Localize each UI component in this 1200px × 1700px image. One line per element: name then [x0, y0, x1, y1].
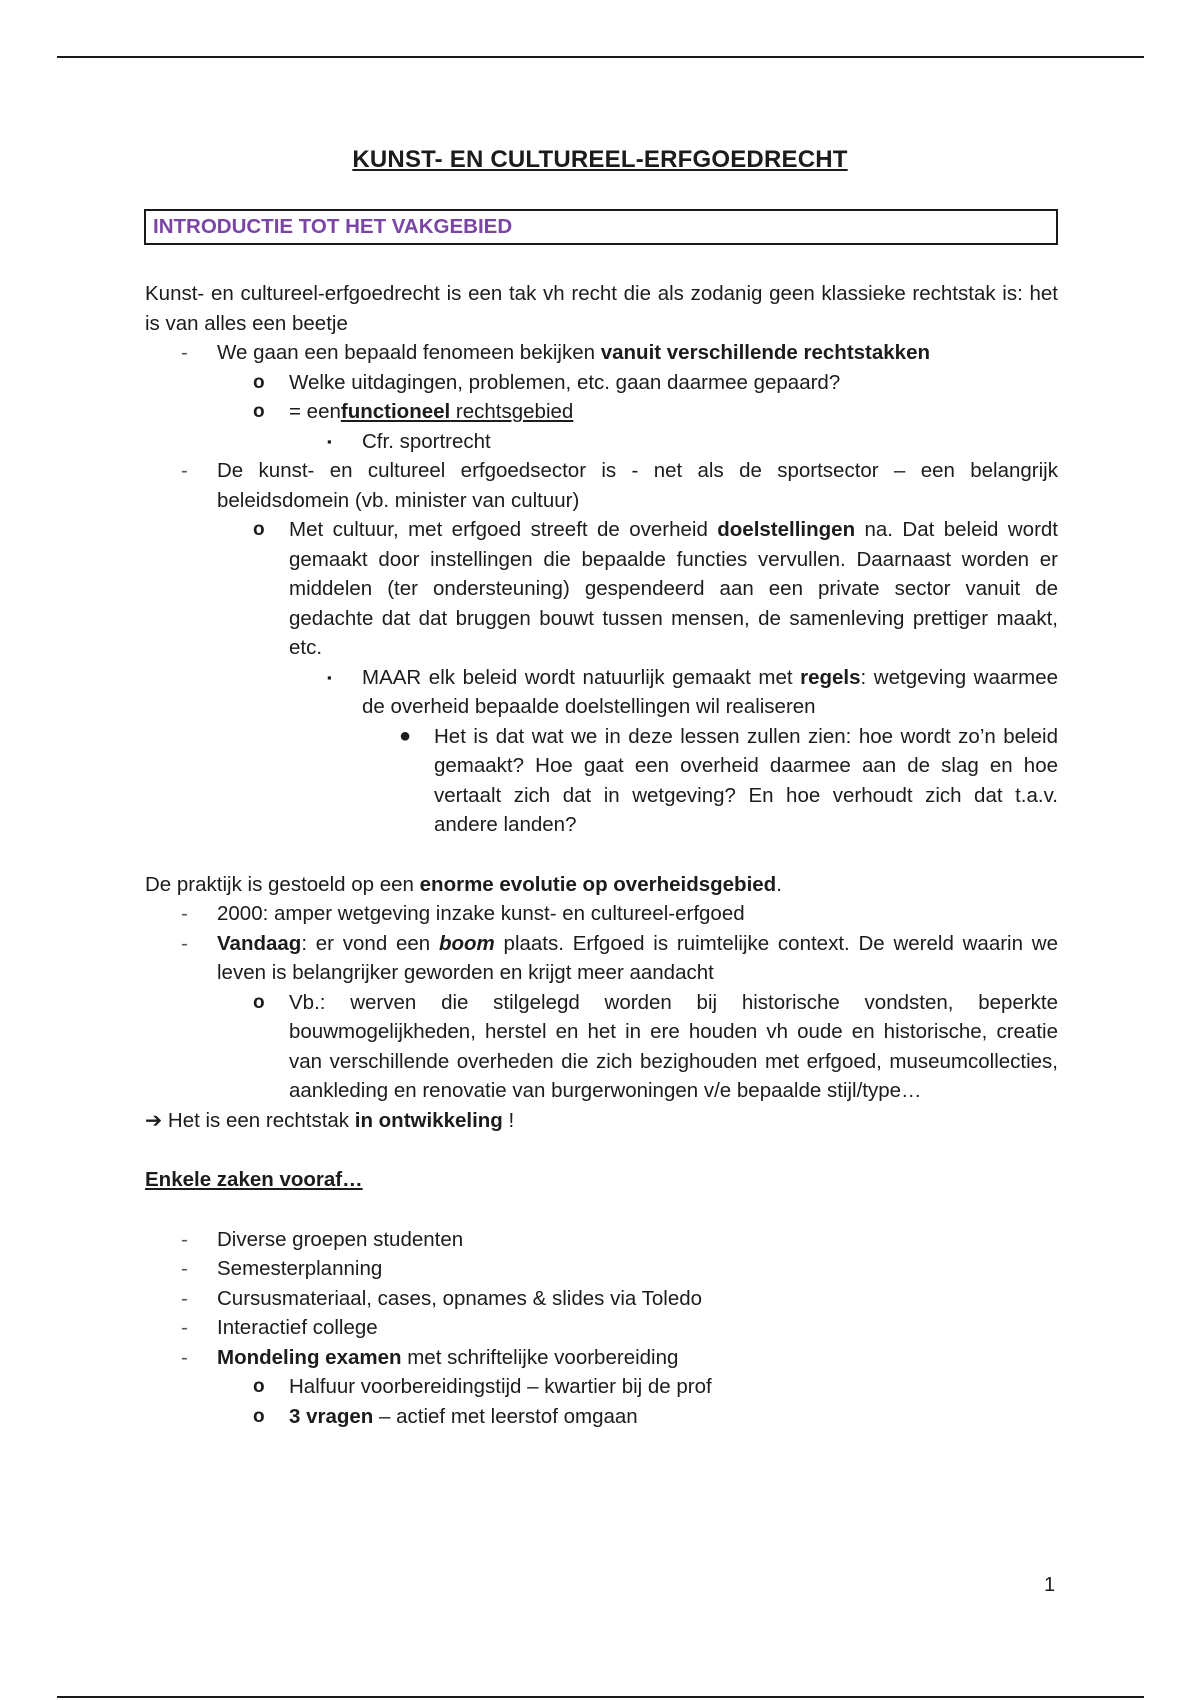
circle-bullet: o [253, 371, 265, 393]
list-item: o Vb.: werven die stilgelegd worden bij historische vondsten, beperkte bouwmogelijkheden, herstel en het in ere houden vh oude en historische, creatie van verschillende overheden die zich bezighouden met erfgoed, museumcollecties, aankleding en renovatie van burgerwoningen v/e bepaalde stijl/type… [145, 988, 1058, 1106]
list-item: ● Het is dat wat we in deze lessen zullen zien: hoe wordt zo’n beleid gemaakt? Hoe gaat een overheid daarmee aan de slag en hoe vertaalt zich dat in wetgeving? En hoe verhoudt zich dat t.a.v. andere landen? [145, 722, 1058, 840]
conclusion-line: ➔ Het is een rechtstak in ontwikkeling ! [145, 1108, 515, 1132]
square-bullet: ▪ [327, 433, 332, 449]
list-item: - Vandaag: er vond een boom plaats. Erfgoed is ruimtelijke context. De wereld waarin we leven is belangrijker geworden en krijgt meer aandacht [145, 929, 1058, 988]
header-rule [57, 56, 1144, 58]
arrow-icon: ➔ [145, 1108, 163, 1132]
intro-list [145, 338, 1058, 840]
page-number: 1 [1044, 1574, 1056, 1596]
vooraf-heading: Enkele zaken vooraf… [145, 1168, 363, 1191]
vooraf-list [145, 1225, 1058, 1432]
list-item: - Cursusmateriaal, cases, opnames & slides via Toledo [145, 1284, 1058, 1314]
circle-bullet: o [253, 1376, 265, 1397]
evolution-paragraph: De praktijk is gestoeld op een enorme evolutie op overheidsgebied. [145, 872, 782, 896]
list-item: - De kunst- en cultureel erfgoedsector is - net als de sportsector – een belangrijk beleidsdomein (vb. minister van cultuur) [145, 456, 1058, 515]
list-item: o Halfuur voorbereidingstijd – kwartier bij de prof [145, 1372, 1058, 1402]
dash-bullet: - [181, 341, 188, 364]
dot-bullet: ● [399, 724, 412, 747]
dash-bullet: - [181, 1316, 188, 1339]
list-item: - Mondeling examen met schriftelijke voorbereiding [145, 1343, 1058, 1373]
square-bullet: ▪ [327, 669, 332, 685]
dash-bullet: - [181, 459, 188, 482]
dash-bullet: - [181, 1227, 188, 1251]
evolution-list [145, 899, 1058, 1106]
list-item: - Diverse groepen studenten [145, 1225, 1058, 1255]
circle-bullet: o [253, 991, 265, 1013]
circle-bullet: o [253, 519, 265, 540]
dash-bullet: - [181, 1286, 188, 1310]
circle-bullet: o [253, 401, 265, 422]
list-item: - Interactief college [145, 1313, 1058, 1343]
list-item: o = eenfunctioneel rechtsgebied [145, 397, 1058, 427]
list-item: - We gaan een bepaald fenomeen bekijken vanuit verschillende rechtstakken [145, 338, 1058, 368]
list-item: o 3 vragen – actief met leerstof omgaan [145, 1402, 1058, 1432]
section-heading: INTRODUCTIE TOT HET VAKGEBIED [153, 215, 513, 238]
document-body [145, 279, 1058, 1431]
list-item: o Welke uitdagingen, problemen, etc. gaan daarmee gepaard? [145, 368, 1058, 398]
list-item: ▪ Cfr. sportrecht [145, 427, 1058, 457]
intro-paragraph: Kunst- en cultureel-erfgoedrecht is een tak vh recht die als zodanig geen klassieke rechtstak is: het is van alles een beetje [145, 282, 1058, 335]
document-title: KUNST- EN CULTUREEL-ERFGOEDRECHT [352, 146, 848, 173]
dash-bullet: - [181, 1257, 188, 1280]
list-item: o Met cultuur, met erfgoed streeft de overheid doelstellingen na. Dat beleid wordt gemaakt door instellingen die bepaalde functies vervullen. Daarnaast worden er middelen (ter ondersteuning) gespendeerd aan een private sector vanuit de gedachte dat dat bruggen bouwt tussen mensen, de samenleving prettiger maakt, etc. [145, 515, 1058, 663]
dash-bullet: - [181, 931, 188, 955]
list-item: - 2000: amper wetgeving inzake kunst- en cultureel-erfgoed [145, 899, 1058, 929]
section-heading-box [144, 209, 1058, 245]
list-item: - Semesterplanning [145, 1254, 1058, 1284]
list-item: ▪ MAAR elk beleid wordt natuurlijk gemaakt met regels: wetgeving waarmee de overheid bepaalde doelstellingen wil realiseren [145, 663, 1058, 722]
footer-rule [57, 1696, 1144, 1698]
dash-bullet: - [181, 1345, 188, 1369]
circle-bullet: o [253, 1405, 265, 1427]
dash-bullet: - [181, 902, 188, 925]
